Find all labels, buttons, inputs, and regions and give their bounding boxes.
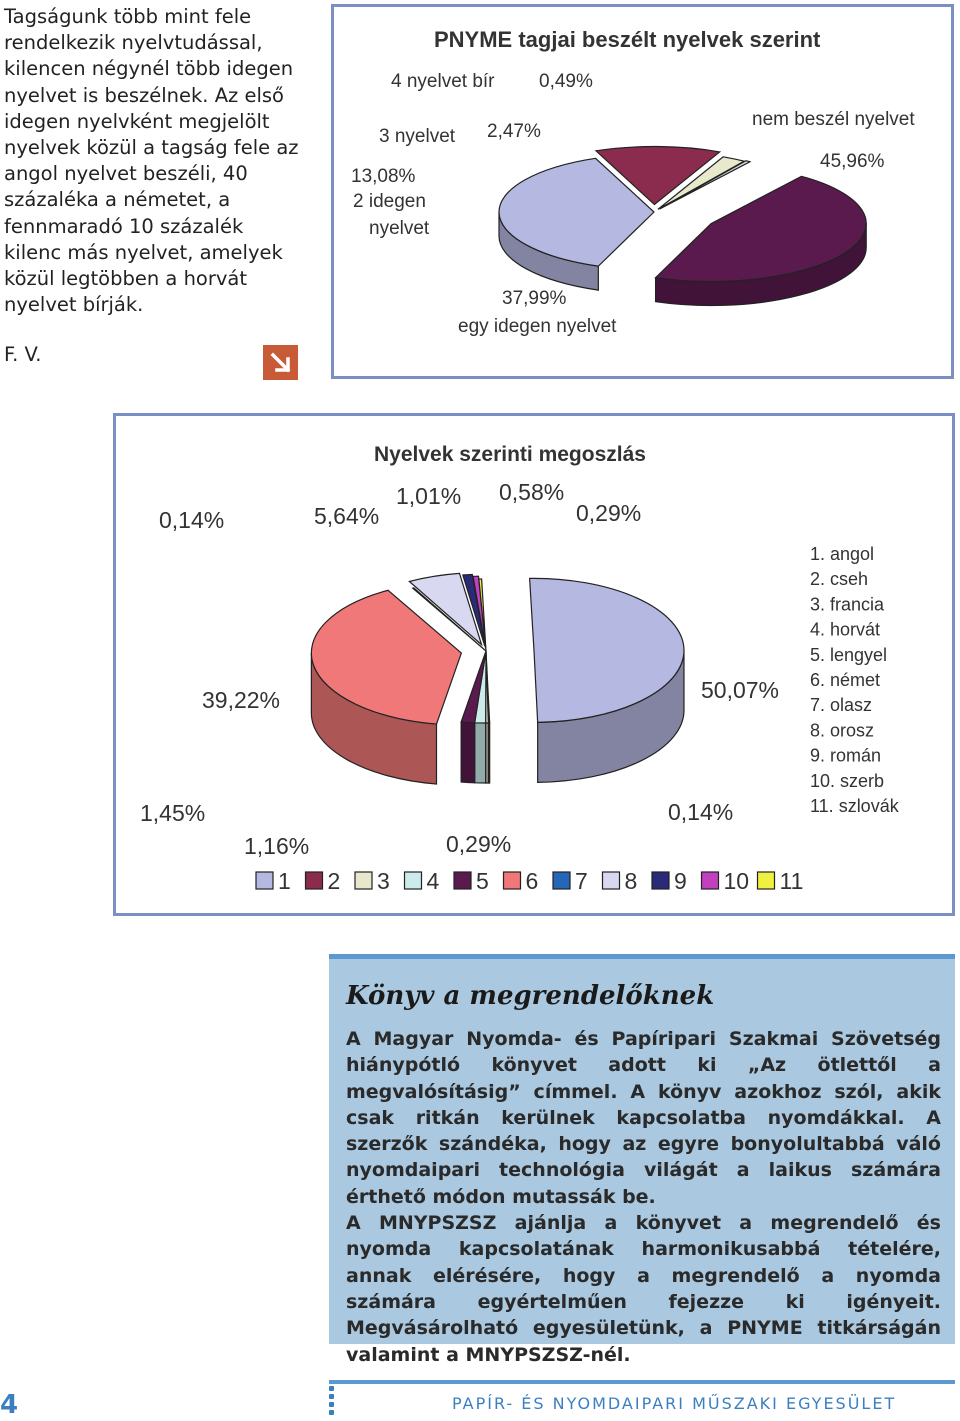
footer-organization: PAPÍR- ÉS NYOMDAIPARI MŰSZAKI EGYESÜLET [452, 1394, 897, 1413]
footer-rule [329, 1380, 955, 1384]
legend-number-10: 10 [723, 868, 750, 894]
value-label-angol: 50,07% [701, 677, 780, 703]
value-label-cseh: 0,14% [159, 507, 225, 533]
book-announcement [329, 954, 955, 1366]
language-name-9: 9. román [810, 745, 882, 766]
legend-number-8: 8 [624, 868, 638, 894]
language-name-5: 5. lengyel [810, 644, 888, 665]
chart-2-language-list [810, 544, 900, 816]
slice-label-2nyelvet-a: 2 idegen [353, 191, 426, 212]
legend-number-4: 4 [426, 868, 440, 894]
value-label-szerb: 0,58% [499, 479, 565, 505]
legend-swatch-6 [504, 872, 521, 889]
arrow-down-right-icon [263, 345, 298, 380]
intro-text [4, 4, 304, 318]
legend-swatch-1 [256, 872, 273, 889]
legend-swatch-11 [758, 872, 775, 889]
value-label-francia: 0,29% [446, 831, 512, 857]
value-label-orosz: 5,64% [314, 503, 380, 529]
chart-2-title: Nyelvek szerinti megoszlás [374, 443, 646, 466]
language-name-4: 4. horvát [810, 619, 881, 640]
slice-value-egy: 37,99% [502, 288, 567, 309]
language-name-6: 6. német [810, 670, 881, 690]
value-label-lengyel: 1,45% [140, 800, 206, 826]
legend-number-6: 6 [525, 868, 539, 894]
chart-language-distribution [113, 413, 955, 916]
value-label-roman: 1,01% [396, 483, 462, 509]
language-name-10: 10. szerb [810, 770, 885, 791]
slice-label-nem: nem beszél nyelvet [752, 109, 915, 130]
book-paragraph-1: A Magyar Nyomda- és Papíripari Szakmai Szövetség hiánypótló könyvet adott ki „Az ötlettől a megvalósításig” címmel. A könyv azokhoz szól, akik csak ritkán kerülnek kapcsolatba nyomdákkal. A szerzők szándéka, hogy az egyre bonyolultabbá váló nyomdaipari technológia világát a laikus számára érthető módon mutassák be. [346, 1028, 941, 1208]
language-name-2: 2. cseh [810, 569, 869, 590]
slice-label-3nyelvet: 3 nyelvet [379, 126, 456, 147]
value-label-szlovak: 0,29% [576, 500, 642, 526]
language-name-1: 1. angol [810, 544, 875, 564]
chart-1-title: PNYME tagjai beszélt nyelvek szerint [434, 27, 821, 52]
legend-number-9: 9 [674, 868, 687, 894]
author-signature: F. V. [4, 343, 42, 366]
book-paragraph-2: A MNYPSZSZ ajánlja a könyvet a megrendelő és nyomda kapcsolatának harmonikusabbá tételére, annak elérésére, hogy a megrendelő a nyomda számára egyértelműen fejezze ki igényeit. Megvásárolható egyesületünk, a PNYME titkárságán valamint a MNYPSZSZ-nél. [346, 1212, 941, 1366]
legend-swatch-5 [454, 872, 471, 889]
language-name-7: 7. olasz [810, 695, 873, 716]
page-number: 4 [0, 1390, 19, 1420]
language-name-8: 8. orosz [810, 720, 875, 741]
legend-swatch-3 [355, 872, 372, 889]
legend-number-2: 2 [327, 868, 341, 894]
slice-label-egy: egy idegen nyelvet [458, 316, 617, 337]
chart-1-svg [334, 7, 951, 376]
footer-dots [329, 1386, 335, 1418]
legend-number-3: 3 [377, 868, 390, 894]
legend-number-7: 7 [575, 868, 588, 894]
chart-members-languages [331, 4, 954, 379]
legend-swatch-2 [306, 872, 323, 889]
book-title: Könyv a megrendelőknek [346, 981, 715, 1011]
legend-number-1: 1 [278, 868, 291, 894]
legend-swatch-10 [702, 872, 719, 889]
legend-number-5: 5 [476, 868, 489, 894]
legend-swatch-8 [603, 872, 620, 889]
language-name-3: 3. francia [810, 594, 885, 615]
slice-value-4nyelvet: 0,49% [539, 71, 593, 92]
legend-swatch-7 [553, 872, 570, 889]
legend-swatch-4 [405, 872, 422, 889]
chart-2-svg [116, 416, 952, 913]
slice-value-2nyelvet: 13,08% [351, 166, 416, 187]
language-name-11: 11. szlovák [810, 796, 899, 816]
pie2-side-5 [461, 722, 475, 783]
legend-swatch-9 [652, 872, 669, 889]
value-label-horvat: 1,16% [244, 833, 310, 859]
value-label-olasz: 0,14% [668, 799, 734, 825]
chart-2-legend [256, 868, 803, 894]
slice-label-4nyelvet: 4 nyelvet bír [391, 71, 495, 92]
pie2-side-4 [475, 723, 486, 783]
intro-paragraph: Tagságunk több mint fele rendelkezik nyelvtudással, kilencen négynél több idegen nyelvet is beszélnek. Az első idegen nyelvként megjelölt nyelvek közül a tagság fele az angol nyelvet beszéli, 40 százaléka a németet, a fennmaradó 10 százalék kilenc más nyelvet, amelyek közül legtöbben a horvát nyelvet bírják. [4, 5, 299, 317]
legend-number-11: 11 [779, 868, 804, 894]
slice-value-nem: 45,96% [820, 151, 885, 172]
slice-label-2nyelvet-b: nyelvet [369, 218, 430, 239]
value-label-nemet: 39,22% [202, 687, 281, 713]
slice-value-3nyelvet: 2,47% [487, 121, 541, 142]
